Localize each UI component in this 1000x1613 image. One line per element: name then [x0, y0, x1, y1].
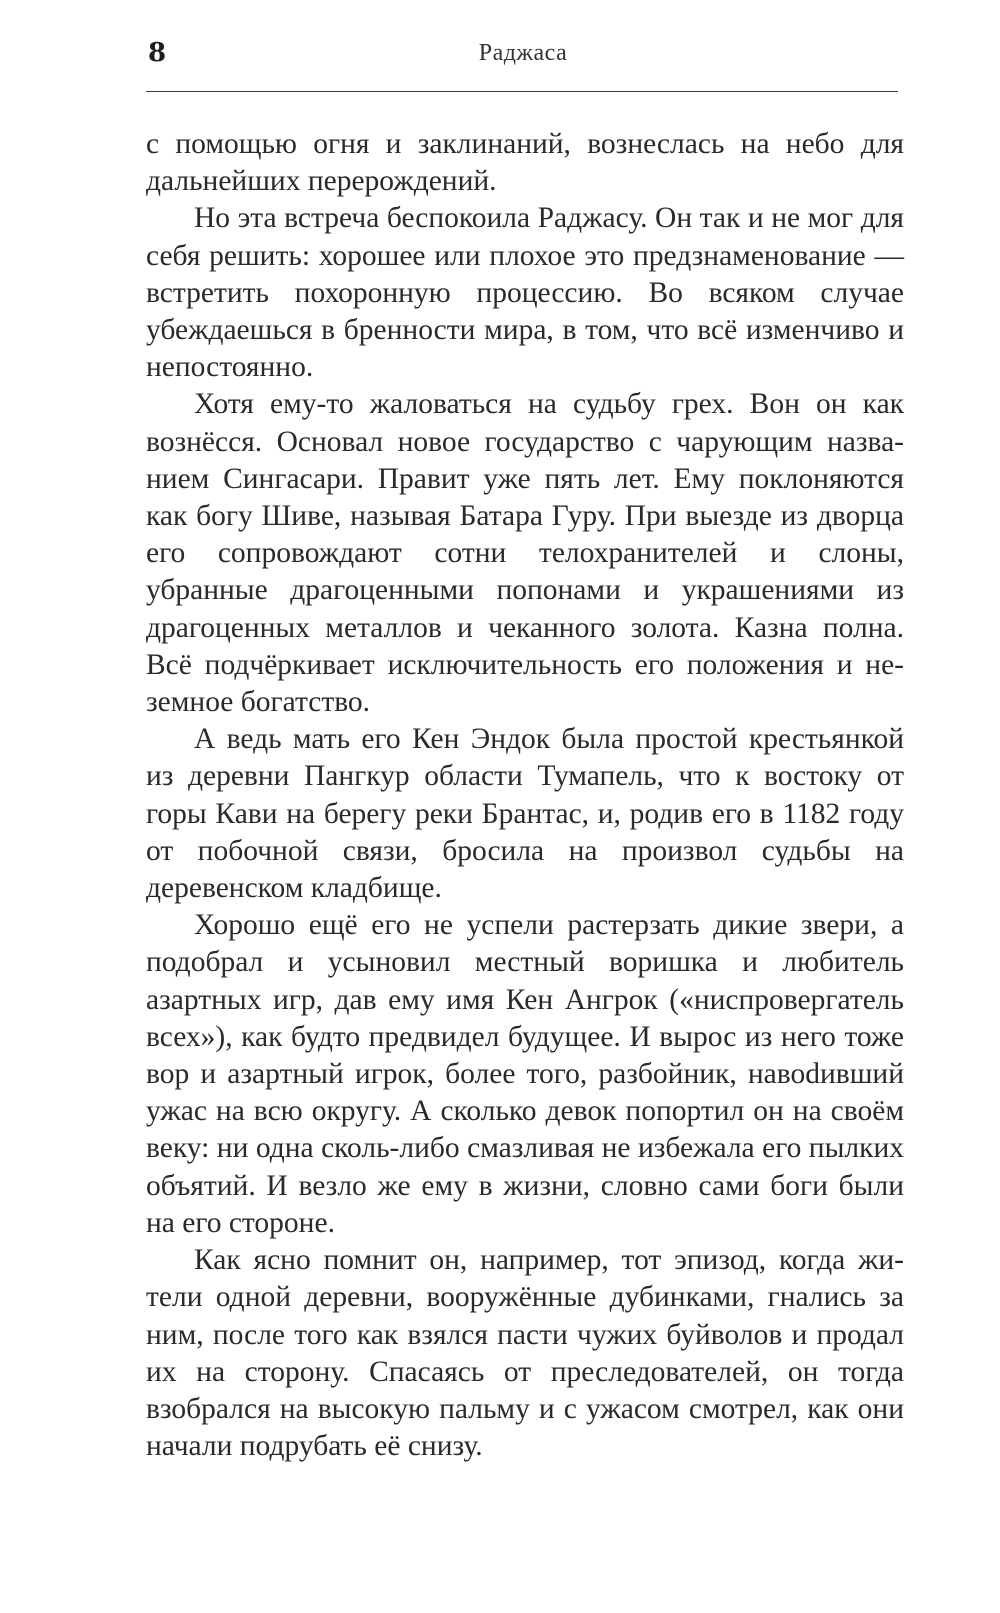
header-rule: [146, 91, 898, 92]
body-text: [146, 126, 904, 1465]
paragraph: Как ясно помнит он, например, тот эпизод, когда жители одной деревни, вооружённые дубинками, гнались за ним, после того как взялся пасти чужих буйволов и продал их на сторону. Спасаясь от преследователей, он тогда взобрался на высокую пальму и с ужасом смотрел, как они начали подрубать её снизу.: [146, 1244, 904, 1463]
paragraph: Хотя ему-то жаловаться на судьбу грех. Вон он как вознёсся. Основал новое государство с чарующим названием Сингасари. Правит уже пять лет. Ему поклоняются как богу Шиве, называя Батара Гуру. При выезде из дворца его сопровождают сотни телохранителей и слоны, убранные драгоценными попонами и украшениями из драгоценных металлов и чеканного золота. Казна полна. Всё подчёркивает исключительность его положения и неземное богатство.: [146, 388, 904, 719]
paragraph: Хорошо ещё его не успели растерзать дикие звери, а подобрал и усыновил местный воришка и любитель азартных игр, дав ему имя Кен Ангрок («ниспровергатель всех»), как будто предвидел будущее. И вырос из него тоже вор и азартный игрок, более того, разбойник, навоdивший ужас на всю округу. А сколько девок попортил он на своём веку: ни одна сколь-либо смазливая не избежала его пылких объятий. И везло же ему в жизни, словно сами боги были на его стороне.: [146, 909, 904, 1239]
paragraph: Но эта встреча беспокоила Раджасу. Он так и не мог для себя решить: хорошее или плохое это предзнаменование — встретить похоронную процессию. Во всяком случае убеждаешься в бренности мира, в том, что всё изменчиво и непостоянно.: [146, 202, 904, 384]
running-head: [148, 38, 898, 78]
page-number: 8: [148, 38, 167, 68]
paragraph: А ведь мать его Кен Эндок была простой крестьянкой из деревни Пангкур области Тумапель, что к востоку от горы Кави на берегу реки Брантас, и, родив его в 1182 году от побочной связи, бросила на произвол судьбы на деревенском кладбище.: [146, 723, 904, 905]
running-title: Раджаса: [478, 40, 568, 66]
paragraph-continuation: с помощью огня и заклинаний, вознеслась на небо для дальнейших перерождений.: [146, 128, 904, 198]
